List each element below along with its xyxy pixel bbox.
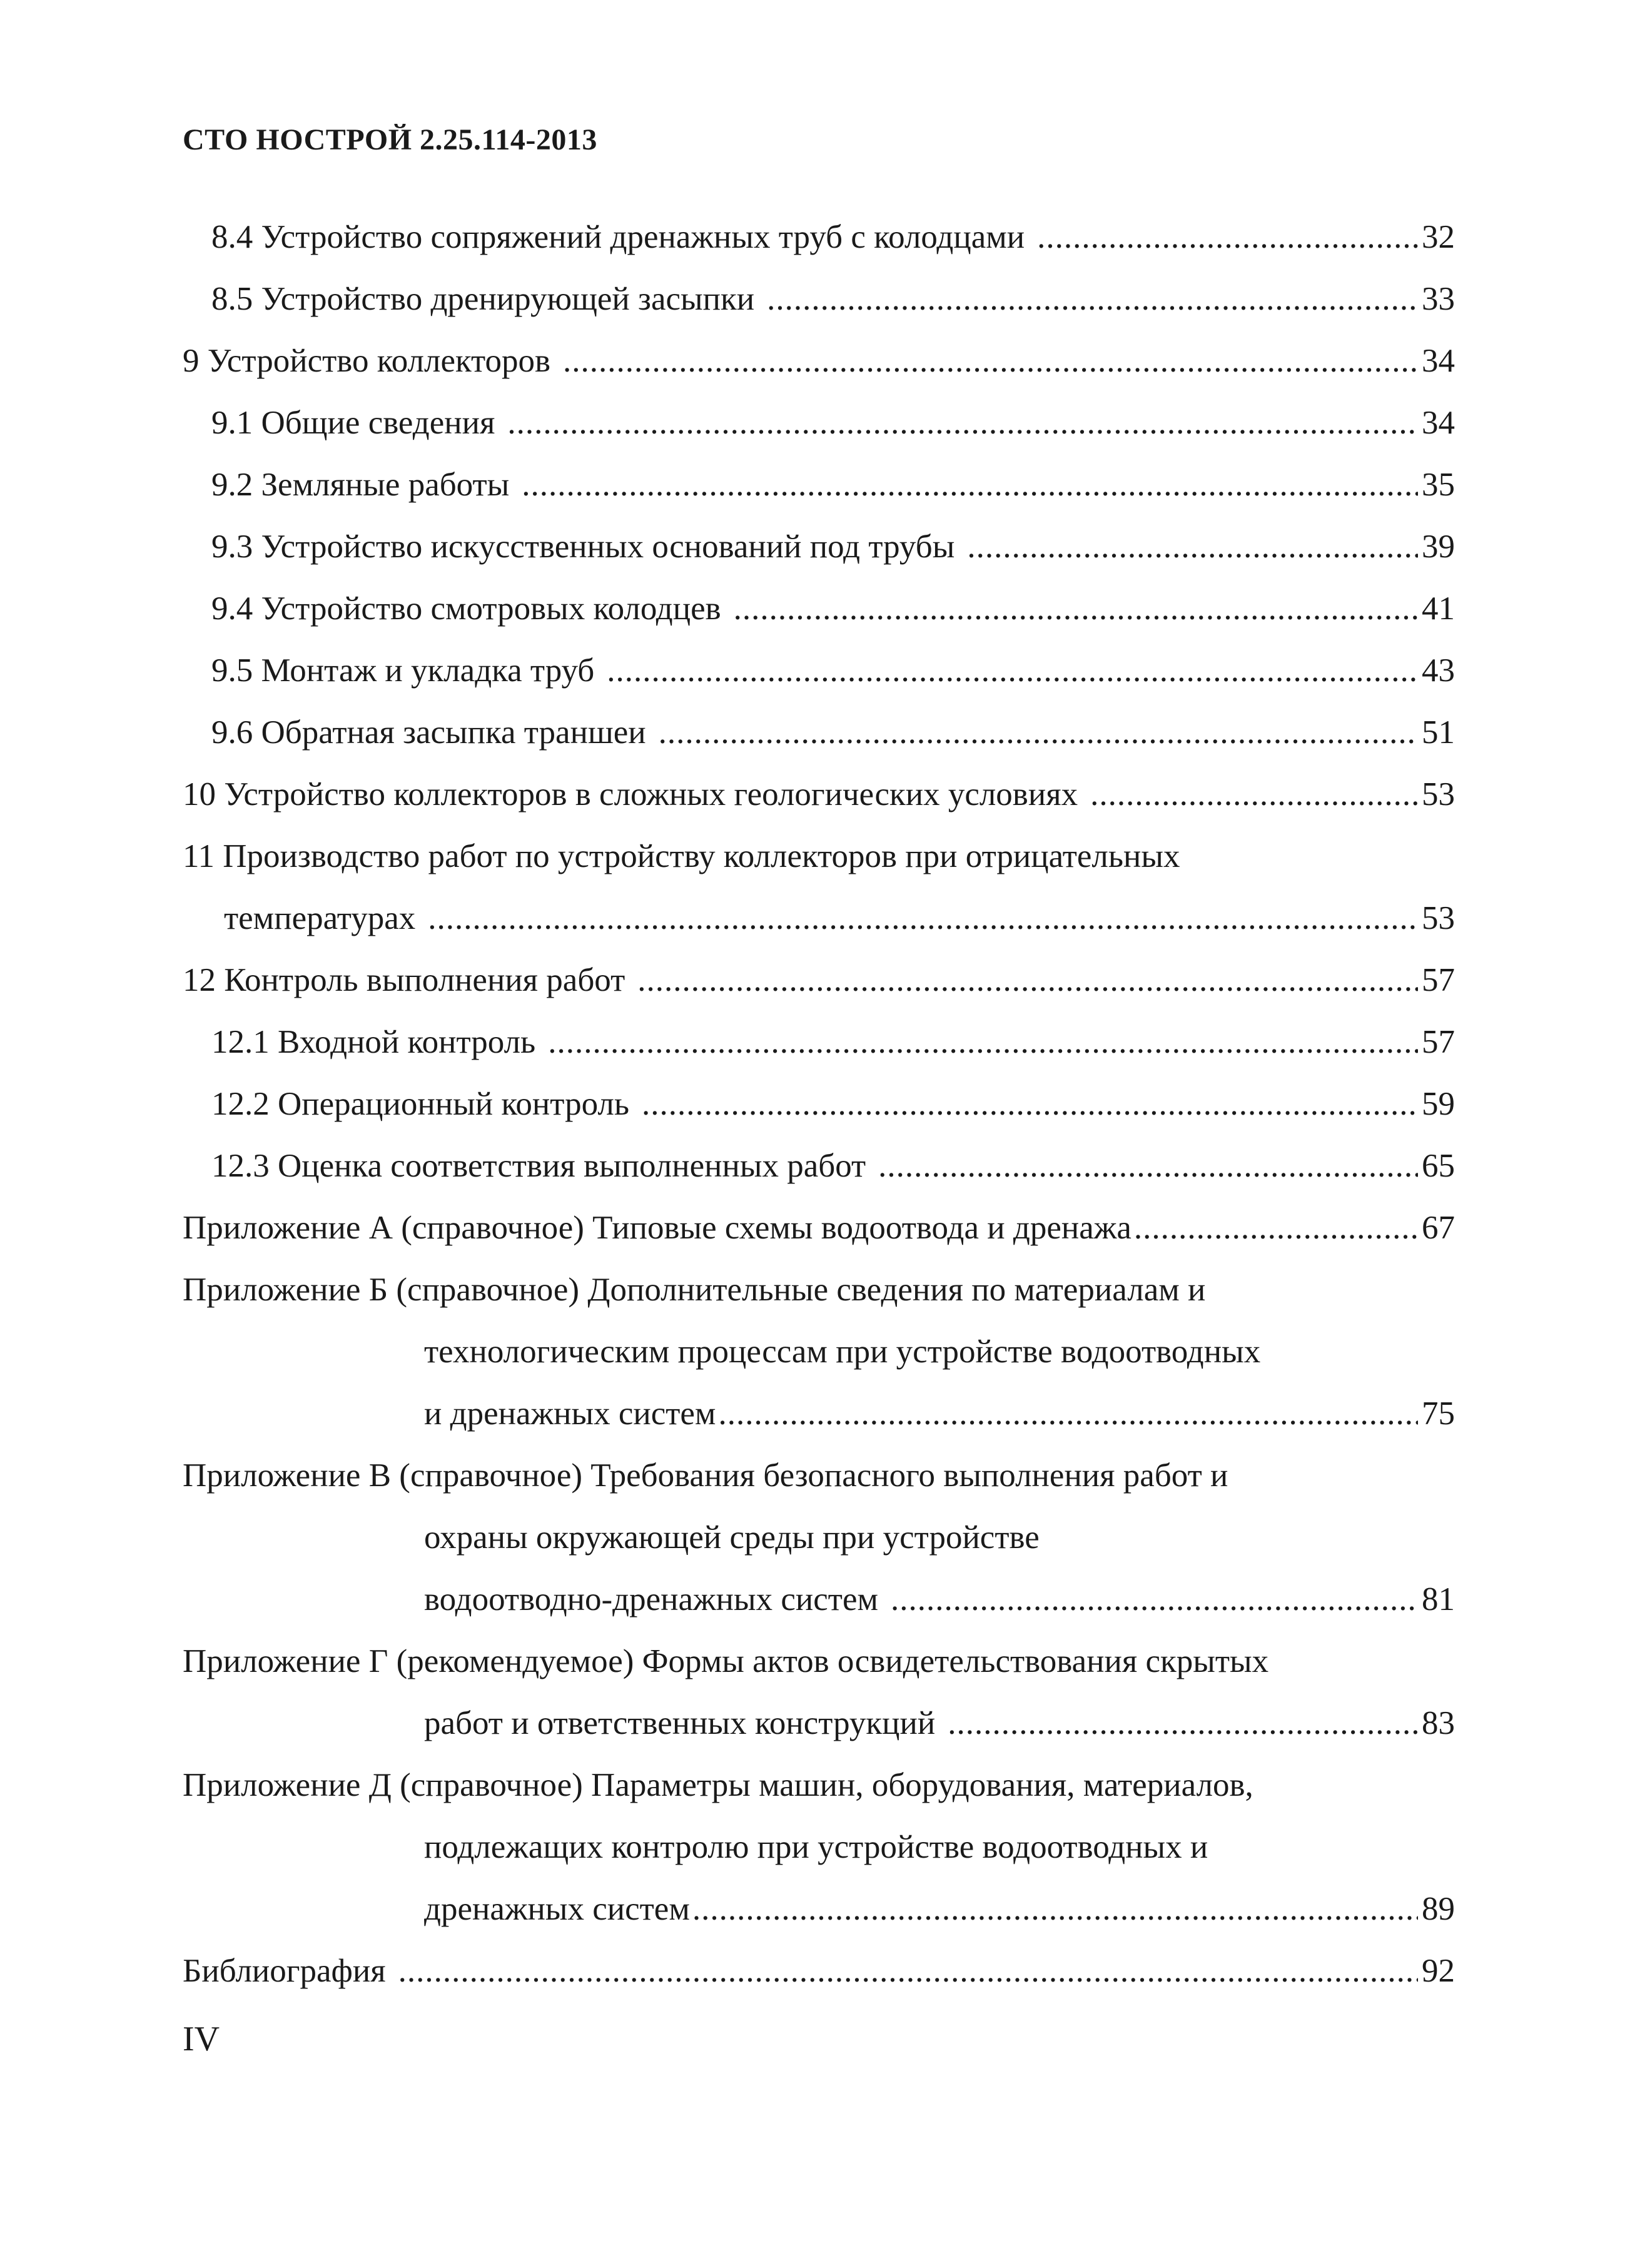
toc-entry-title: 9.4 Устройство смотровых колодцев [211, 590, 721, 627]
toc-leader-dots [692, 1878, 1418, 1940]
toc-entry-title: 8.5 Устройство дренирующей засыпки [211, 281, 755, 317]
toc-entry-title: температурах [224, 900, 416, 936]
toc-entry-page: 32 [1422, 219, 1455, 255]
toc-entry-title: 12.2 Операционный контроль [211, 1086, 630, 1122]
toc-leader-dots [767, 268, 1418, 330]
toc-entry-page: 57 [1422, 1024, 1455, 1060]
toc-entry[interactable] [183, 1321, 1455, 1383]
toc-entry[interactable] [183, 640, 1455, 702]
toc-entry[interactable] [183, 1445, 1455, 1507]
toc-entry-page: 34 [1422, 343, 1455, 379]
toc-entry-page: 65 [1422, 1148, 1455, 1184]
toc-entry[interactable] [183, 392, 1455, 454]
toc-entry-title: и дренажных систем [424, 1395, 716, 1432]
toc-entry[interactable] [183, 1816, 1455, 1878]
toc-entry-page: 83 [1422, 1705, 1455, 1741]
toc-entry[interactable] [183, 826, 1455, 888]
toc-entry-title: 12 Контроль выполнения работ [183, 962, 625, 998]
page-number: IV [183, 2020, 220, 2058]
toc-entry-title: 9 Устройство коллекторов [183, 343, 551, 379]
toc-entry-title: технологическим процессам при устройстве водоотводных [424, 1334, 1261, 1370]
toc-entry-title: Приложение А (справочное) Типовые схемы водоотвода и дренажа [183, 1210, 1131, 1246]
toc-entry[interactable] [183, 330, 1455, 392]
toc-entry[interactable] [183, 454, 1455, 516]
toc-entry[interactable] [183, 1073, 1455, 1135]
toc-leader-dots [718, 1383, 1418, 1445]
toc-entry-page: 81 [1422, 1581, 1455, 1617]
toc-entry[interactable] [183, 702, 1455, 764]
toc-entry[interactable] [183, 1011, 1455, 1073]
toc-leader-dots [507, 392, 1418, 454]
toc-entry-title: 10 Устройство коллекторов в сложных геологических условиях [183, 776, 1078, 813]
toc-entry-title: 9.2 Земляные работы [211, 467, 510, 503]
toc-entry-title: 12.3 Оценка соответствия выполненных работ [211, 1148, 866, 1184]
toc-entry[interactable] [183, 1259, 1455, 1321]
toc-entry[interactable] [183, 888, 1455, 949]
document-code: СТО НОСТРОЙ 2.25.114-2013 [183, 123, 597, 156]
toc-leader-dots [637, 949, 1418, 1011]
toc-leader-dots [398, 1940, 1418, 2002]
toc-leader-dots [1134, 1197, 1418, 1259]
toc-entry-page: 75 [1422, 1395, 1455, 1432]
toc-entry-page: 34 [1422, 405, 1455, 441]
toc-entry-page: 33 [1422, 281, 1455, 317]
toc-entry-title: водоотводно-дренажных систем [424, 1581, 879, 1617]
toc-leader-dots [1037, 206, 1418, 268]
toc-entry-page: 53 [1422, 776, 1455, 813]
toc-entry[interactable] [183, 1197, 1455, 1259]
toc-leader-dots [967, 516, 1418, 578]
table-of-contents [183, 206, 1455, 2002]
toc-entry[interactable] [183, 1940, 1455, 2002]
toc-entry-title: Приложение Г (рекомендуемое) Формы актов освидетельствования скрытых [183, 1643, 1269, 1679]
toc-entry-page: 92 [1422, 1953, 1455, 1989]
toc-entry[interactable] [183, 1135, 1455, 1197]
toc-entry[interactable] [183, 1693, 1455, 1754]
toc-entry[interactable] [183, 764, 1455, 826]
toc-leader-dots [1090, 764, 1418, 826]
toc-entry[interactable] [183, 206, 1455, 268]
toc-leader-dots [522, 454, 1418, 516]
toc-entry-title: 9.5 Монтаж и укладка труб [211, 652, 595, 689]
toc-leader-dots [428, 888, 1418, 949]
toc-entry[interactable] [183, 516, 1455, 578]
toc-entry[interactable] [183, 1569, 1455, 1631]
toc-entry-title: 11 Производство работ по устройству коллекторов при отрицательных [183, 838, 1180, 874]
toc-entry-page: 57 [1422, 962, 1455, 998]
toc-entry-page: 51 [1422, 714, 1455, 751]
toc-entry-title: 9.6 Обратная засыпка траншеи [211, 714, 646, 751]
toc-entry-title: Приложение Д (справочное) Параметры машин, оборудования, материалов, [183, 1767, 1253, 1803]
toc-leader-dots [891, 1569, 1418, 1631]
toc-leader-dots [878, 1135, 1418, 1197]
toc-entry-page: 35 [1422, 467, 1455, 503]
toc-entry-title: 9.1 Общие сведения [211, 405, 495, 441]
toc-entry[interactable] [183, 1507, 1455, 1569]
toc-leader-dots [948, 1693, 1418, 1754]
toc-entry-title: подлежащих контролю при устройстве водоотводных и [424, 1829, 1208, 1865]
toc-entry-title: Приложение Б (справочное) Дополнительные сведения по материалам и [183, 1272, 1206, 1308]
toc-entry-page: 41 [1422, 590, 1455, 627]
toc-entry[interactable] [183, 1878, 1455, 1940]
toc-entry[interactable] [183, 1631, 1455, 1693]
toc-entry[interactable] [183, 949, 1455, 1011]
toc-entry-page: 89 [1422, 1891, 1455, 1927]
toc-leader-dots [607, 640, 1418, 702]
toc-entry-page: 53 [1422, 900, 1455, 936]
toc-leader-dots [642, 1073, 1418, 1135]
toc-entry[interactable] [183, 578, 1455, 640]
toc-leader-dots [734, 578, 1418, 640]
toc-entry-page: 39 [1422, 529, 1455, 565]
toc-leader-dots [659, 702, 1418, 764]
toc-entry-title: 12.1 Входной контроль [211, 1024, 536, 1060]
toc-entry-page: 43 [1422, 652, 1455, 689]
toc-entry[interactable] [183, 1754, 1455, 1816]
toc-entry-title: Приложение В (справочное) Требования безопасного выполнения работ и [183, 1457, 1228, 1494]
toc-leader-dots [548, 1011, 1418, 1073]
toc-entry-title: работ и ответственных конструкций [424, 1705, 936, 1741]
toc-entry-page: 59 [1422, 1086, 1455, 1122]
toc-entry-title: Библиография [183, 1953, 386, 1989]
toc-entry-title: 8.4 Устройство сопряжений дренажных труб с колодцами [211, 219, 1025, 255]
toc-leader-dots [563, 330, 1418, 392]
toc-entry-title: охраны окружающей среды при устройстве [424, 1519, 1040, 1556]
toc-entry-title: дренажных систем [424, 1891, 690, 1927]
toc-entry-title: 9.3 Устройство искусственных оснований под трубы [211, 529, 955, 565]
toc-entry[interactable] [183, 268, 1455, 330]
toc-entry[interactable] [183, 1383, 1455, 1445]
toc-entry-page: 67 [1422, 1210, 1455, 1246]
